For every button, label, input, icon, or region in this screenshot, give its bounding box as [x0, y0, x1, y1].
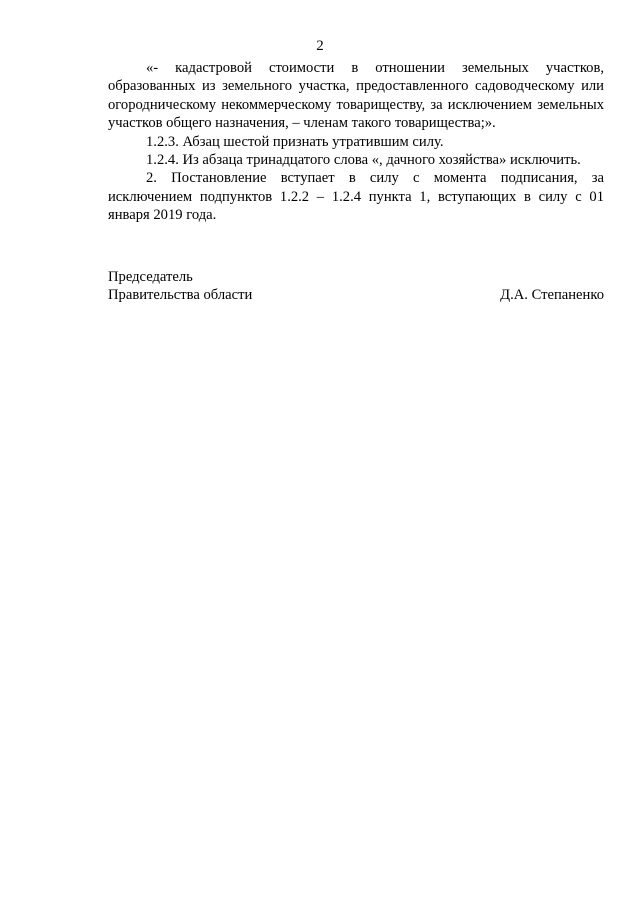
document-body — [108, 59, 604, 225]
signatory-name: Д.А. Степаненко — [500, 287, 604, 304]
signatory-title-line2: Правительства области — [108, 287, 253, 304]
signature-block — [108, 268, 604, 305]
page-number: 2 — [316, 38, 324, 54]
signature-row — [108, 286, 604, 304]
paragraph-cadastral-value: «- кадастровой стоимости в отношении земельных участков, образованных из земельного участка, предоставленного садоводческому или огородническому некоммерческому товариществу, за исключением земельных участков общего назначения, – членам такого товарищества;». — [108, 60, 604, 132]
signatory-title-line1: Председатель — [108, 269, 193, 285]
paragraph-1-2-3: 1.2.3. Абзац шестой признать утратившим силу. — [146, 133, 444, 150]
paragraph-2-effective-date: 2. Постановление вступает в силу с момента подписания, за исключением подпунктов 1.2.2 – 1.2.4 пункта 1, вступающих в силу с 01 января 2019 года. — [108, 170, 604, 224]
paragraph-1-2-4: 1.2.4. Из абзаца тринадцатого слова «, дачного хозяйства» исключить. — [146, 152, 581, 169]
